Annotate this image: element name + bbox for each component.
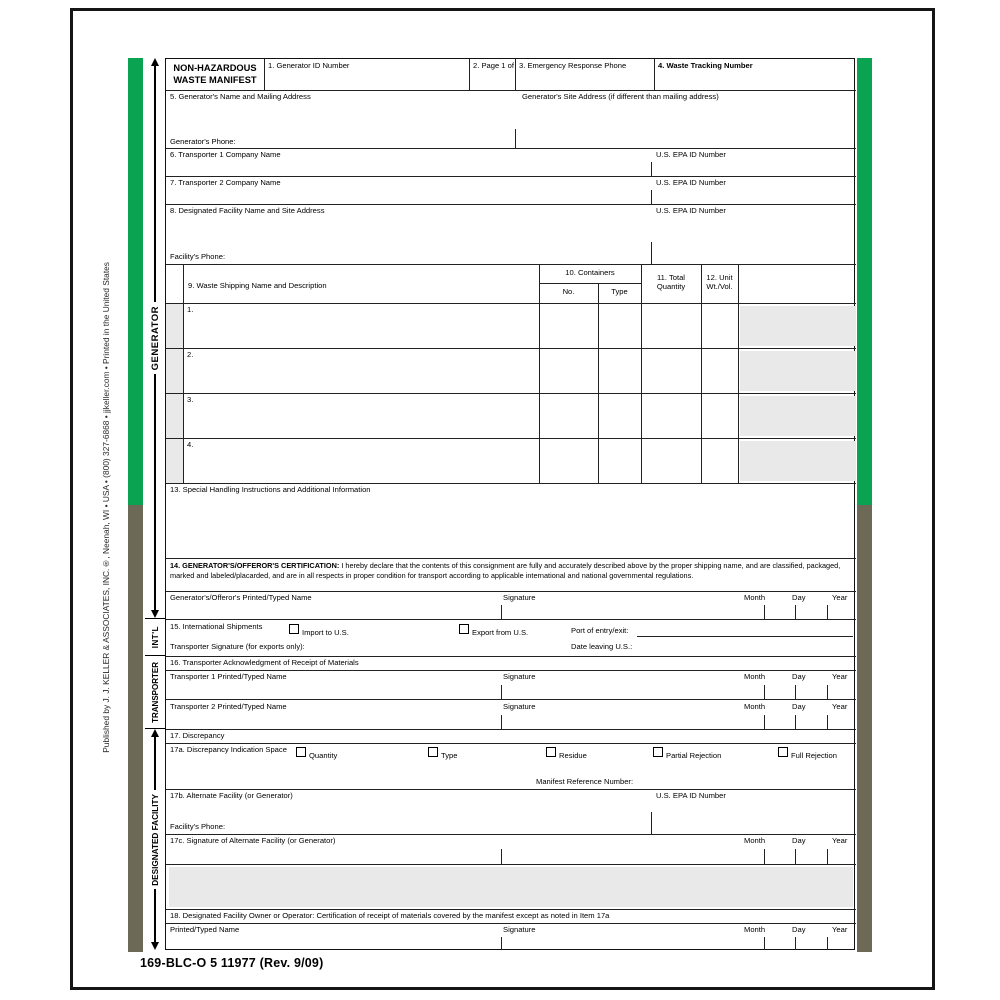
residue-checkbox[interactable] [546, 747, 556, 757]
right-olive-bar [857, 505, 872, 952]
s17c-label: 17c. Signature of Alternate Facility (or Generator) [170, 836, 336, 845]
arrow-line [154, 374, 155, 610]
manifest-form [165, 58, 855, 950]
s15-label: 15. International Shipments [170, 622, 263, 631]
col10-header: 10. Containers [565, 268, 615, 277]
s18-label: 18. Designated Facility Owner or Operator: Certification of receipt of materials covered by the manifest except as noted in Item 17a [170, 911, 610, 920]
s6-label: 6. Transporter 1 Company Name [170, 150, 281, 159]
publisher-text: Published by J. J. KELLER & ASSOCIATES, INC.®, Neenah, WI • USA • (800) 327-6868 • jjkeller.com • Printed in the United States [101, 262, 111, 753]
transporter-section-label: TRANSPORTER [150, 661, 160, 723]
right-green-bar [857, 58, 872, 505]
residue-label: Residue [559, 751, 587, 760]
form-title [166, 63, 264, 86]
s5-label: 5. Generator's Name and Mailing Address [170, 92, 311, 101]
intl-section-label: INT'L [150, 625, 160, 649]
t1-signature-label: Signature [503, 672, 536, 681]
t1-year-label: Year [832, 672, 848, 681]
s14-day-label: Day [792, 593, 806, 602]
generator-id-label: 1. Generator ID Number [268, 61, 350, 70]
port-entry-line[interactable] [637, 636, 853, 637]
col11-header [641, 274, 701, 291]
s5-site-label: Generator's Site Address (if different than mailing address) [522, 92, 719, 101]
col11-line1: 11. Total [656, 273, 685, 282]
s17c-year-label: Year [832, 836, 848, 845]
t2-name-label: Transporter 2 Printed/Typed Name [170, 702, 287, 711]
arrow-down-icon [151, 610, 159, 618]
s14-certification [170, 561, 852, 581]
s18-signature-label: Signature [503, 925, 536, 934]
arrow-up-icon [151, 58, 159, 66]
col12-line2: Wt./Vol. [706, 281, 733, 291]
t2-month-label: Month [744, 702, 766, 711]
s17-label: 17. Discrepancy [170, 731, 225, 740]
s17b-label: 17b. Alternate Facility (or Generator) [170, 791, 293, 800]
sidebar-designated-facility [145, 728, 165, 950]
s7-epa-label: U.S. EPA ID Number [656, 178, 726, 187]
sidebar-intl [145, 618, 165, 655]
col10-no-header: No. [562, 287, 575, 296]
full-rejection-label: Full Rejection [791, 751, 838, 760]
import-checkbox[interactable] [289, 624, 299, 634]
form-number: 169-BLC-O 5 11977 (Rev. 9/09) [140, 956, 324, 970]
s14-year-label: Year [832, 593, 848, 602]
partial-rejection-label: Partial Rejection [666, 751, 722, 760]
s17b-phone-label: Facility's Phone: [170, 822, 226, 831]
row1-number: 1. [187, 305, 194, 314]
row4-number: 4. [187, 440, 194, 449]
sidebar-generator [145, 58, 165, 618]
s7-label: 7. Transporter 2 Company Name [170, 178, 281, 187]
s18-month-label: Month [744, 925, 766, 934]
export-checkbox[interactable] [459, 624, 469, 634]
s17c-day-label: Day [792, 836, 806, 845]
designated-facility-section-label: DESIGNATED FACILITY [150, 793, 160, 886]
import-label: Import to U.S. [302, 628, 349, 637]
manifest-ref-label: Manifest Reference Number: [536, 777, 634, 786]
page-of-label: 2. Page 1 of [473, 61, 514, 70]
t1-day-label: Day [792, 672, 806, 681]
left-olive-bar [128, 505, 143, 952]
transporter-sig-exports-label: Transporter Signature (for exports only): [170, 642, 305, 651]
s8-label: 8. Designated Facility Name and Site Address [170, 206, 325, 215]
s18-year-label: Year [832, 925, 848, 934]
s8-phone-label: Facility's Phone: [170, 252, 226, 261]
s5-phone-label: Generator's Phone: [170, 137, 236, 146]
s16-label: 16. Transporter Acknowledgment of Receipt of Materials [170, 658, 359, 667]
s14-signature-label: Signature [503, 593, 536, 602]
row3-number: 3. [187, 395, 194, 404]
partial-rejection-checkbox[interactable] [653, 747, 663, 757]
type-checkbox[interactable] [428, 747, 438, 757]
sidebar-transporter [145, 655, 165, 728]
t2-year-label: Year [832, 702, 848, 711]
s14-name-label: Generator's/Offeror's Printed/Typed Name [170, 593, 312, 602]
shaded-block [169, 867, 853, 907]
s18-name-label: Printed/Typed Name [170, 925, 240, 934]
col9-header: 9. Waste Shipping Name and Description [188, 281, 327, 290]
arrow-up-icon [151, 729, 159, 737]
col12-line1: 12. Unit [706, 273, 733, 282]
s13-label: 13. Special Handling Instructions and Additional Information [170, 485, 371, 494]
s17c-month-label: Month [744, 836, 766, 845]
publisher-vertical-text [98, 262, 114, 753]
arrow-down-icon [151, 942, 159, 950]
quantity-label: Quantity [309, 751, 338, 760]
t1-month-label: Month [744, 672, 766, 681]
s18-day-label: Day [792, 925, 806, 934]
form-title-line2: WASTE MANIFEST [173, 74, 257, 85]
quantity-checkbox[interactable] [296, 747, 306, 757]
full-rejection-checkbox[interactable] [778, 747, 788, 757]
row2-number: 2. [187, 350, 194, 359]
left-green-bar [128, 58, 143, 505]
s17b-epa-label: U.S. EPA ID Number [656, 791, 726, 800]
date-leaving-label: Date leaving U.S.: [571, 642, 633, 651]
row4-shaded-cell [740, 441, 856, 481]
s17a-label: 17a. Discrepancy Indication Space [170, 745, 287, 754]
port-label: Port of entry/exit: [571, 626, 629, 635]
row2-shaded-cell [740, 351, 856, 391]
col10-type-header: Type [611, 287, 628, 296]
arrow-line [154, 889, 155, 942]
s6-epa-label: U.S. EPA ID Number [656, 150, 726, 159]
s8-epa-label: U.S. EPA ID Number [656, 206, 726, 215]
waste-tracking-label: 4. Waste Tracking Number [658, 61, 753, 70]
t1-name-label: Transporter 1 Printed/Typed Name [170, 672, 287, 681]
s14-text: I hereby declare that the contents of this consignment are fully and accurately described above by the proper shipping name, and are classified, packaged, marked and labeled/placarded, and are in all respects in proper condition for transport according to applicable international and national governmental regulations. [170, 561, 841, 580]
emergency-phone-label: 3. Emergency Response Phone [519, 61, 627, 70]
generator-section-label: GENERATOR [149, 305, 161, 371]
t2-day-label: Day [792, 702, 806, 711]
row3-shaded-cell [740, 396, 856, 436]
row1-shaded-cell [740, 306, 856, 346]
form-title-line1: NON-HAZARDOUS [173, 63, 257, 73]
t2-signature-label: Signature [503, 702, 536, 711]
arrow-line [154, 737, 155, 790]
export-label: Export from U.S. [472, 628, 529, 637]
s14-label: 14. GENERATOR'S/OFFEROR'S CERTIFICATION: [170, 561, 340, 570]
arrow-line [154, 66, 155, 302]
col12-header [701, 274, 738, 291]
s14-month-label: Month [744, 593, 766, 602]
type-label: Type [441, 751, 458, 760]
col11-line2: Quantity [656, 281, 686, 291]
